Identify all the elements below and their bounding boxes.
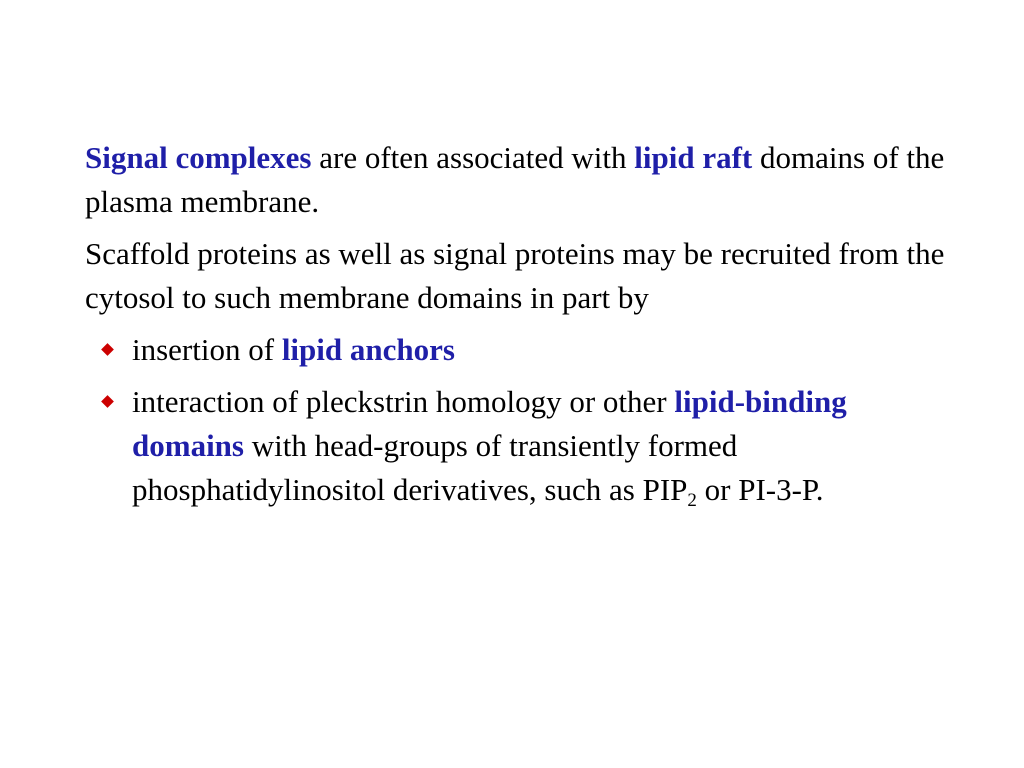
red-diamond-bullet-icon (101, 395, 114, 408)
bullet-list (85, 328, 965, 512)
term-lipid-raft: lipid raft (634, 140, 753, 175)
paragraph-signal-complexes (85, 136, 965, 224)
bullet-text: interaction of pleckstrin homology or other (132, 384, 675, 419)
term-signal-complexes: Signal complexes (85, 140, 312, 175)
red-diamond-bullet-icon (101, 343, 114, 356)
paragraph-text: domains of the plasma membrane. (85, 140, 945, 219)
term-lipid-binding-domains: lipid-binding domains (132, 384, 847, 463)
paragraph-scaffold-proteins: Scaffold proteins as well as signal proteins may be recruited from the cytosol to such membrane domains in part by (85, 236, 945, 315)
subscript-2: 2 (687, 490, 697, 511)
bullet-text: or PI-3-P. (696, 472, 824, 507)
paragraph-text: are often associated with (311, 140, 635, 175)
bullet-text: with head-groups of transiently formed phosphatidylinositol derivatives, such as PIP (132, 428, 738, 507)
term-lipid-anchors: lipid anchors (281, 332, 455, 367)
bullet-item-lipid-binding-domains (85, 380, 932, 512)
bullet-text: insertion of (132, 332, 282, 367)
bullet-item-lipid-anchors (85, 328, 932, 372)
slide-content (85, 136, 965, 520)
